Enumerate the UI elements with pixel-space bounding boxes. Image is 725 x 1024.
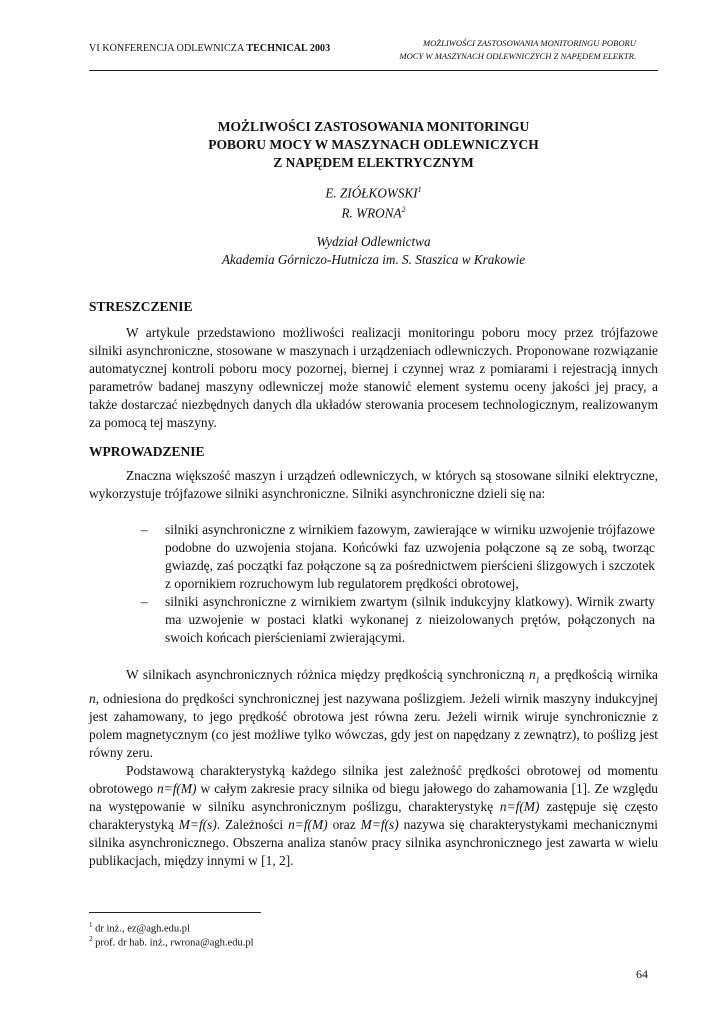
affiliation-university: Akademia Górniczo-Hutnicza im. S. Staszica w Krakowie xyxy=(221,252,526,267)
running-header-right xyxy=(336,37,636,63)
affiliation xyxy=(89,233,658,269)
list-dash: – xyxy=(141,522,148,537)
footnote-marker: 1 xyxy=(417,185,422,194)
title-line1: MOŻLIWOŚCI ZASTOSOWANIA MONITORINGU xyxy=(217,119,530,134)
footnote-rule xyxy=(89,912,261,913)
symbol-n: n xyxy=(89,690,96,706)
title-line2: POBORU MOCY W MASZYNACH ODLEWNICZYCH xyxy=(208,137,539,152)
intro-paragraph-1: Znaczna większość maszyn i urządzeń odlewniczych, w których są stosowane silniki elektryczne, wykorzystuje trójfazowe silniki asynchroniczne. Silniki asynchroniczne dzieli się na: xyxy=(89,468,658,501)
formula: M=f(s) xyxy=(178,816,217,832)
motor-types-list xyxy=(141,521,655,647)
symbol-n1: $n_1$ xyxy=(528,667,540,685)
header-conference-bold: TECHNICAL 2003 xyxy=(246,43,331,54)
formula: n=f(M) xyxy=(156,780,197,796)
title-line3: Z NAPĘDEM ELEKTRYCZNYM xyxy=(273,155,474,170)
intro-paragraph-2: W silnikach asynchronicznych różnica między prędkością synchroniczną $n_1$ a prędkością wirnika n, odniesiona do prędkości synchronicznej jest nazywana poślizgiem. Jeżeli wirnik maszyny indukcyjnej jest zahamowany, to jego prędkość obrotowa jest równa zeru. Jeżeli wirnik wiruje synchronicznie z polem magnetycznym (co jest możliwe tylko wówczas, gdy jest on napędzany z zewnątrz), to poślizg jest równy zeru. Podstawową charakterystyką każdego silnika jest zależność prędkości obrotowej od momentu obrotowego n=f(M) w całym zakresie pracy silnika od biegu jałowego do zahamowania [1]. Ze względu na występowanie w silniku asynchronicznym poślizgu, charakterystykę n=f(M) zastępuje się często charakterystyką M=f(s). Zależności n=f(M) oraz M=f(s) nazywa się charakterystykami mechanicznymi silnika asynchronicznego. Obszerna analiza stanów pracy silnika asynchronicznego jest zawarta w wielu publikacjach, między innymi w [1, 2]. xyxy=(89,667,658,868)
page-number: 64 xyxy=(636,967,648,981)
header-right-line1: MOŻLIWOŚCI ZASTOSOWANIA MONITORINGU POBORU xyxy=(422,38,636,48)
formula: M=f(s) xyxy=(360,816,399,832)
list-item: – silniki asynchroniczne z wirnikiem zwartym (silnik indukcyjny klatkowy). Wirnik zwarty ma uzwojenie w postaci klatki wykonanej z nieizolowanych prętów, połączonych na swoich końcach pierścieniami zwierającymi. xyxy=(141,594,655,645)
intro-paragraph-3: Podstawową charakterystyką każdego silnika jest zależność prędkości obrotowej od momentu obrotowego n=f(M) w całym zakresie pracy silnika od biegu jałowego do zahamowania [1]. Ze względu na występowanie w silniku asynchronicznym poślizgu, charakterystykę n=f(M) zastępuje się często charakterystyką M=f(s). Zależności n=f(M) oraz M=f(s) nazywa się charakterystykami mechanicznymi silnika asynchronicznego. Obszerna analiza stanów pracy silnika asynchronicznego jest zawarta w wielu publikacjach, między innymi w [1, 2]. xyxy=(89,762,658,868)
paper-title xyxy=(89,118,658,172)
header-right-line2: MOCY W MASZYNACH ODLEWNICZYCH Z NAPĘDEM ELEKTR. xyxy=(399,51,636,61)
author: E. ZIÓŁKOWSKI$^1$ xyxy=(325,185,422,201)
intro-heading: WPROWADZENIE xyxy=(89,444,205,459)
footnote-marker: 2 xyxy=(401,205,406,215)
formula: n=f(M) xyxy=(288,816,328,832)
footnote: $^2$ prof. dr hab. inż., rwrona@agh.edu.pl xyxy=(89,935,254,949)
abstract-heading: STRESZCZENIE xyxy=(89,299,193,314)
authors xyxy=(89,181,658,222)
header-rule xyxy=(89,70,658,71)
abstract-paragraph: W artykule przedstawiono możliwości realizacji monitoringu poboru mocy przez trójfazowe silniki asynchroniczne, stosowane w maszynach i urządzeniach odlewniczych. Proponowane rozwiązanie automatycznej kontroli poboru mocy pozornej, biernej i czynnej wraz z pomiarami i rejestracją innych parametrów badanej maszyny odlewniczej może stanowić element systemu oceny jakości jej pracy, a także dostarczać niezbędnych danych dla układów sterowania procesem technologicznym, realizowanym za pomocą tej maszyny. xyxy=(89,325,658,430)
list-dash: – xyxy=(141,594,148,609)
running-header-left xyxy=(89,43,330,54)
header-conference: VI KONFERENCJA ODLEWNICZA xyxy=(89,43,247,54)
list-item: – silniki asynchroniczne z wirnikiem fazowym, zawierające w wirniku uzwojenie trójfazowe podobne do uzwojenia stojana. Końcówki faz uzwojenia połączone są ze sobą, tworząc gwiazdę, zaś początki faz połączone są za pośrednictwem pierścieni ślizgowych i szczotek z opornikiem rozruchowym lub regulatorem prędkości obrotowej, xyxy=(141,522,655,591)
formula: n=f(M) xyxy=(499,798,540,814)
footnote: $^1$ dr inż., ez@agh.edu.pl xyxy=(89,921,190,935)
affiliation-dept: Wydział Odlewnictwa xyxy=(316,234,431,249)
author: R. WRONA$^2$ xyxy=(341,205,406,221)
abstract-body xyxy=(89,324,658,432)
